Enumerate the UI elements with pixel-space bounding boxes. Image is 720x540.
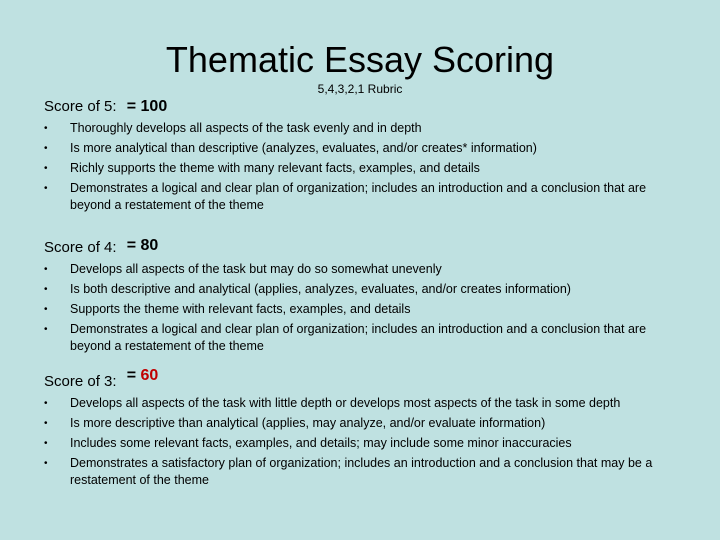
score-3-label: Score of 3: xyxy=(44,373,117,390)
score-4-label: Score of 4: xyxy=(44,239,117,256)
list-item xyxy=(44,160,684,177)
score-5-heading xyxy=(44,97,684,117)
score-5-value xyxy=(127,97,168,117)
score-3-heading xyxy=(44,367,684,392)
score-4-section xyxy=(44,238,684,358)
criterion-text: Is both descriptive and analytical (applies, analyzes, evaluates, and/or creates information) xyxy=(70,282,571,296)
list-item xyxy=(44,120,684,137)
list-item xyxy=(44,140,684,157)
score-4-equals: = xyxy=(126,237,137,254)
criterion-text: Demonstrates a satisfactory plan of organization; includes an introduction and a conclusion that may be a restatement of the theme xyxy=(70,456,653,487)
score-4-heading xyxy=(44,238,684,258)
bullet-icon: • xyxy=(44,143,48,154)
bullet-icon: • xyxy=(44,284,48,295)
score-4-value xyxy=(127,236,159,256)
criterion-text: Demonstrates a logical and clear plan of organization; includes an introduction and a conclusion that are beyond a restatement of the theme xyxy=(70,322,647,353)
bullet-icon: • xyxy=(44,304,48,315)
score-5-number: 100 xyxy=(140,98,168,115)
bullet-icon: • xyxy=(44,398,48,409)
bullet-icon: • xyxy=(44,123,48,134)
list-item xyxy=(44,415,684,432)
score-5-section xyxy=(44,97,684,217)
bullet-icon: • xyxy=(44,438,48,449)
criterion-text: Is more descriptive than analytical (applies, may analyze, and/or evaluate information) xyxy=(70,416,546,430)
score-4-criteria-list xyxy=(44,261,684,355)
criterion-text: Develops all aspects of the task but may do so somewhat unevenly xyxy=(70,262,442,276)
criterion-text: Includes some relevant facts, examples, and details; may include some minor inaccuracies xyxy=(70,436,572,450)
criterion-text: Richly supports the theme with many relevant facts, examples, and details xyxy=(70,161,480,175)
score-4-number: 80 xyxy=(140,237,159,254)
score-3-equals: = xyxy=(126,367,137,384)
criterion-text: Demonstrates a logical and clear plan of organization; includes an introduction and a conclusion that are beyond a restatement of the theme xyxy=(70,181,647,212)
slide-title: Thematic Essay Scoring xyxy=(165,39,555,80)
score-5-criteria-list xyxy=(44,120,684,214)
list-item xyxy=(44,180,684,214)
bullet-icon: • xyxy=(44,264,48,275)
score-3-value xyxy=(127,366,159,386)
subtitle-text: 5,4,3,2,1 Rubric xyxy=(317,82,403,96)
score-3-section xyxy=(44,367,684,492)
slide-subtitle xyxy=(0,81,720,97)
criterion-text: Thoroughly develops all aspects of the task evenly and in depth xyxy=(70,121,422,135)
bullet-icon: • xyxy=(44,183,48,194)
criterion-text: Develops all aspects of the task with little depth or develops most aspects of the task in some depth xyxy=(70,396,621,410)
score-3-number: 60 xyxy=(140,367,159,384)
list-item xyxy=(44,435,684,452)
list-item xyxy=(44,281,684,298)
list-item xyxy=(44,455,684,489)
bullet-icon: • xyxy=(44,163,48,174)
score-5-equals: = xyxy=(126,98,137,115)
bullet-icon: • xyxy=(44,458,48,469)
list-item xyxy=(44,321,684,355)
score-3-criteria-list xyxy=(44,395,684,489)
criterion-text: Is more analytical than descriptive (analyzes, evaluates, and/or creates* information) xyxy=(70,141,537,155)
criterion-text: Supports the theme with relevant facts, examples, and details xyxy=(70,302,411,316)
score-5-label: Score of 5: xyxy=(44,98,117,115)
list-item xyxy=(44,301,684,318)
list-item xyxy=(44,395,684,412)
bullet-icon: • xyxy=(44,324,48,335)
bullet-icon: • xyxy=(44,418,48,429)
list-item xyxy=(44,261,684,278)
